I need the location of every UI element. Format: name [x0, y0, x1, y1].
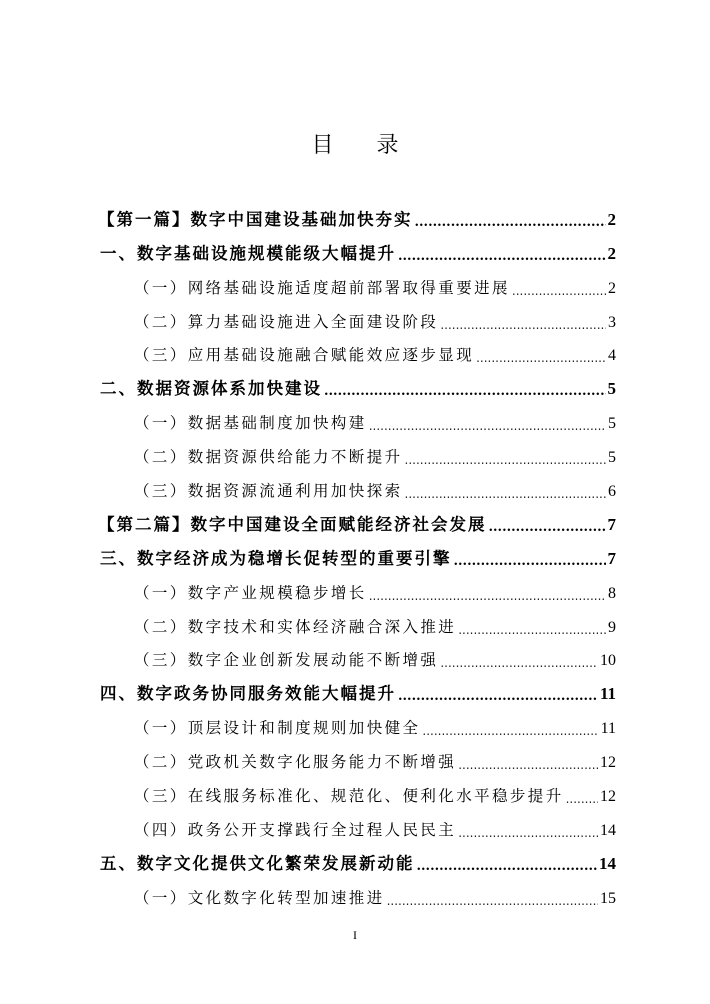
toc-leader-dots — [440, 656, 598, 670]
toc-entry[interactable] — [100, 535, 616, 569]
toc-entry[interactable] — [100, 637, 616, 671]
toc-entry-page: 9 — [608, 618, 616, 636]
toc-entry[interactable] — [100, 467, 616, 501]
toc-entry[interactable] — [100, 603, 616, 637]
toc-leader-dots — [398, 689, 598, 704]
toc-leader-dots — [512, 284, 606, 298]
toc-leader-dots — [476, 351, 606, 365]
toc-entry-text: （二）数据资源供给能力不断提升 — [134, 448, 403, 467]
toc-entry[interactable] — [98, 501, 616, 535]
toc-leader-dots — [566, 792, 598, 806]
toc-entry-text: （一）数据基础制度加快构建 — [134, 414, 367, 433]
toc-leader-dots — [405, 453, 606, 467]
toc-entry[interactable] — [100, 840, 616, 874]
toc-leader-dots — [405, 487, 606, 501]
toc-entry-page: 12 — [600, 754, 616, 772]
toc-leader-dots — [422, 724, 598, 738]
toc-entry[interactable] — [100, 670, 616, 704]
toc-entry-page: 10 — [600, 652, 616, 670]
toc-leader-dots — [369, 419, 606, 433]
toc-entry-text: 【第二篇】数字中国建设全面赋能经济社会发展 — [98, 514, 487, 534]
toc-entry[interactable] — [100, 738, 616, 772]
toc-entry[interactable] — [100, 399, 616, 433]
toc-leader-dots — [369, 589, 606, 603]
toc-entry[interactable] — [100, 230, 616, 264]
toc-entry[interactable] — [100, 806, 616, 840]
toc-leader-dots — [458, 826, 598, 840]
toc-leader-dots — [387, 894, 598, 908]
toc-leader-dots — [417, 859, 598, 874]
toc-entry-page: 15 — [600, 889, 616, 907]
toc-leader-dots — [458, 758, 598, 772]
toc-entry[interactable] — [100, 772, 616, 806]
toc-entry-text: （一）顶层设计和制度规则加快健全 — [134, 719, 421, 738]
toc-entry-text: （二）党政机关数字化服务能力不断增强 — [134, 753, 457, 772]
toc-entry-page: 5 — [608, 449, 616, 467]
toc-leader-dots — [489, 520, 606, 535]
toc-entry[interactable] — [98, 196, 616, 230]
toc-entry-text: 四、数字政务协同服务效能大幅提升 — [100, 684, 396, 704]
toc-entry-page: 5 — [607, 379, 616, 399]
toc-entry[interactable] — [100, 704, 616, 738]
toc-entry-text: （一）文化数字化转型加速推进 — [134, 888, 385, 907]
toc-entry[interactable] — [100, 569, 616, 603]
toc-entry-text: （三）数字企业创新发展动能不断增强 — [134, 651, 439, 670]
toc-entry[interactable] — [100, 365, 616, 399]
toc-entry-text: （三）在线服务标准化、规范化、便利化水平稳步提升 — [134, 787, 564, 806]
toc-leader-dots — [454, 554, 606, 569]
table-of-contents — [100, 196, 616, 908]
toc-entry-text: （三）应用基础设施融合赋能效应逐步显现 — [134, 346, 475, 365]
toc-entry-text: （二）算力基础设施进入全面建设阶段 — [134, 312, 439, 331]
toc-leader-dots — [458, 623, 606, 637]
toc-entry-page: 11 — [600, 720, 616, 738]
toc-entry-page: 11 — [599, 684, 616, 704]
toc-entry-text: （一）网络基础设施适度超前部署取得重要进展 — [134, 278, 510, 297]
toc-entry-text: 五、数字文化提供文化繁荣发展新动能 — [100, 853, 415, 873]
toc-entry[interactable] — [100, 298, 616, 332]
toc-entry-page: 4 — [608, 347, 616, 365]
toc-entry-page: 6 — [608, 483, 616, 501]
toc-entry-page: 12 — [600, 788, 616, 806]
toc-entry-text: 三、数字经济成为稳增长促转型的重要引擎 — [100, 548, 452, 568]
toc-entry[interactable] — [100, 433, 616, 467]
toc-entry-text: 一、数字基础设施规模能级大幅提升 — [100, 243, 396, 263]
toc-entry-text: （一）数字产业规模稳步增长 — [134, 583, 367, 602]
toc-entry[interactable] — [100, 264, 616, 298]
toc-entry-page: 5 — [608, 415, 616, 433]
toc-entry[interactable] — [100, 874, 616, 908]
toc-entry-page: 2 — [607, 209, 616, 229]
toc-entry-page: 14 — [599, 853, 616, 873]
toc-entry-text: （三）数据资源流通利用加快探索 — [134, 482, 403, 501]
toc-leader-dots — [324, 384, 606, 399]
toc-entry[interactable] — [100, 332, 616, 366]
toc-leader-dots — [398, 249, 606, 264]
toc-entry-page: 14 — [600, 821, 616, 839]
toc-entry-page: 8 — [608, 584, 616, 602]
toc-leader-dots — [440, 318, 606, 332]
toc-entry-page: 7 — [607, 548, 616, 568]
page-number: I — [353, 928, 357, 942]
toc-entry-text: （四）政务公开支撑践行全过程人民民主 — [134, 820, 457, 839]
toc-entry-page: 3 — [608, 313, 616, 331]
toc-leader-dots — [415, 215, 606, 230]
toc-entry-text: 【第一篇】数字中国建设基础加快夯实 — [98, 209, 413, 229]
toc-entry-text: 二、数据资源体系加快建设 — [100, 379, 322, 399]
toc-entry-text: （二）数字技术和实体经济融合深入推进 — [134, 617, 457, 636]
toc-entry-page: 7 — [607, 514, 616, 534]
toc-entry-page: 2 — [608, 279, 616, 297]
page-title: 目 录 — [311, 133, 417, 158]
toc-entry-page: 2 — [607, 243, 616, 263]
